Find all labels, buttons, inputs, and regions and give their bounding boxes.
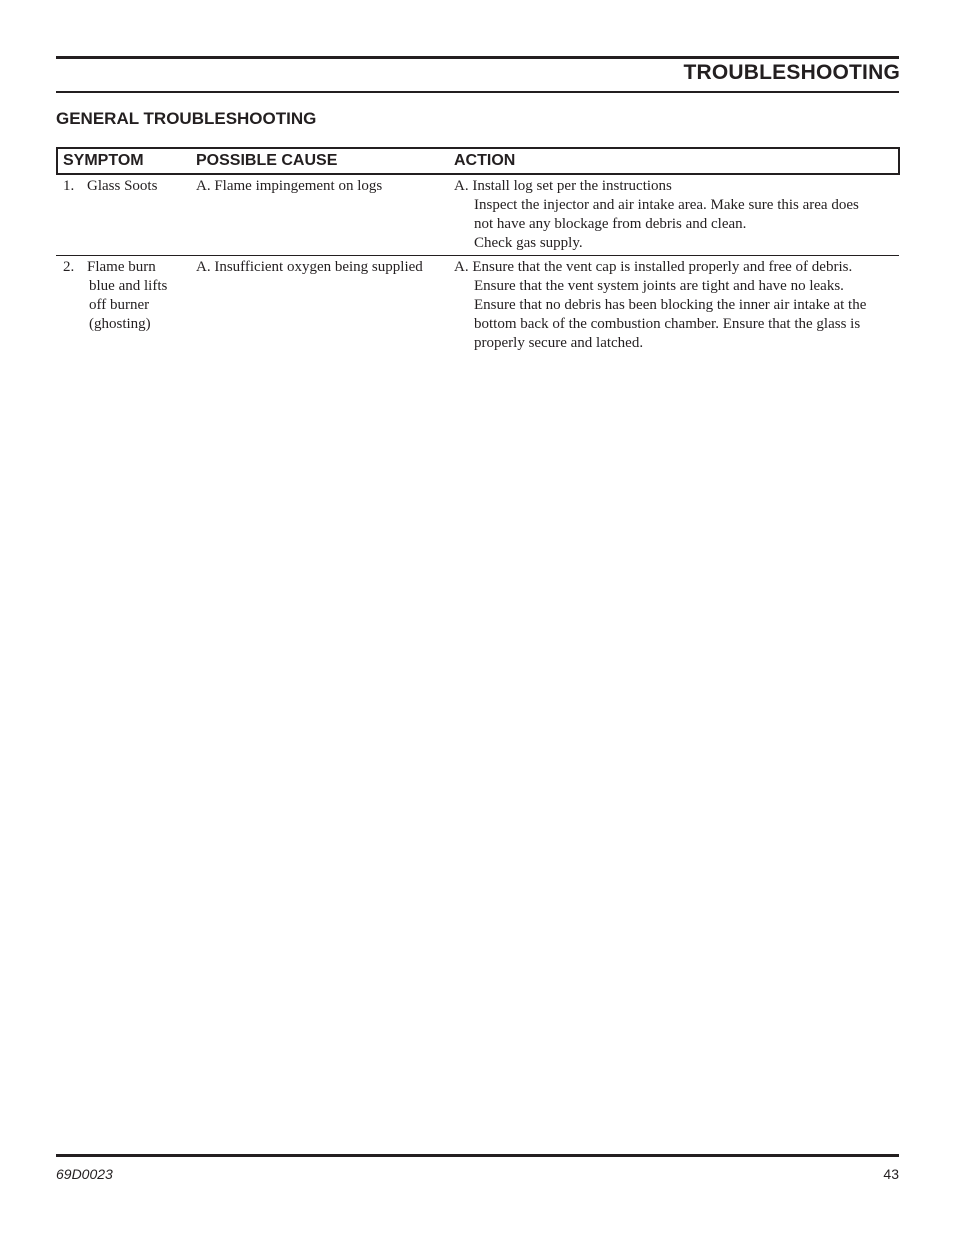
action-line: properly secure and latched.	[474, 335, 644, 351]
action-line: Inspect the injector and air intake area. Make sure this area does	[474, 197, 859, 213]
cause-cell: A. Insufficient oxygen being supplied	[196, 259, 423, 275]
action-line: Ensure that the vent system joints are tight and have no leaks.	[474, 278, 844, 294]
symptom-line: Flame burn	[87, 259, 156, 275]
footer-rule	[56, 1154, 899, 1157]
action-line: bottom back of the combustion chamber. Ensure that the glass is	[474, 316, 861, 332]
action-line: A. Install log set per the instructions	[454, 178, 672, 194]
symptom-cell	[87, 177, 183, 196]
action-line: Check gas supply.	[474, 235, 583, 251]
title-rule	[56, 91, 899, 93]
action-cell	[454, 258, 889, 353]
section-title: TROUBLESHOOTING	[683, 61, 900, 84]
action-line: not have any blockage from debris and clean.	[474, 216, 747, 232]
action-line: A. Ensure that the vent cap is installed properly and free of debris.	[454, 259, 853, 275]
action-line: Ensure that no debris has been blocking the inner air intake at the	[474, 297, 867, 313]
symptom-line: blue and lifts	[89, 278, 168, 294]
symptom-line: Glass Soots	[87, 178, 158, 194]
subsection-title: GENERAL TROUBLESHOOTING	[56, 109, 317, 128]
page-number: 43	[883, 1166, 899, 1182]
row-number: 1.	[63, 178, 75, 194]
cause-cell: A. Flame impingement on logs	[196, 178, 383, 194]
document-number: 69D0023	[56, 1166, 113, 1182]
top-rule	[56, 56, 899, 59]
symptom-line: (ghosting)	[89, 316, 151, 332]
column-header-symptom: SYMPTOM	[63, 152, 144, 169]
row-divider	[56, 255, 899, 256]
symptom-line: off burner	[89, 297, 150, 313]
table-header	[56, 147, 900, 175]
column-header-possible-cause: POSSIBLE CAUSE	[196, 152, 338, 169]
symptom-cell	[87, 258, 183, 334]
column-header-action: ACTION	[454, 152, 516, 169]
row-number: 2.	[63, 259, 75, 275]
action-cell	[454, 177, 889, 253]
